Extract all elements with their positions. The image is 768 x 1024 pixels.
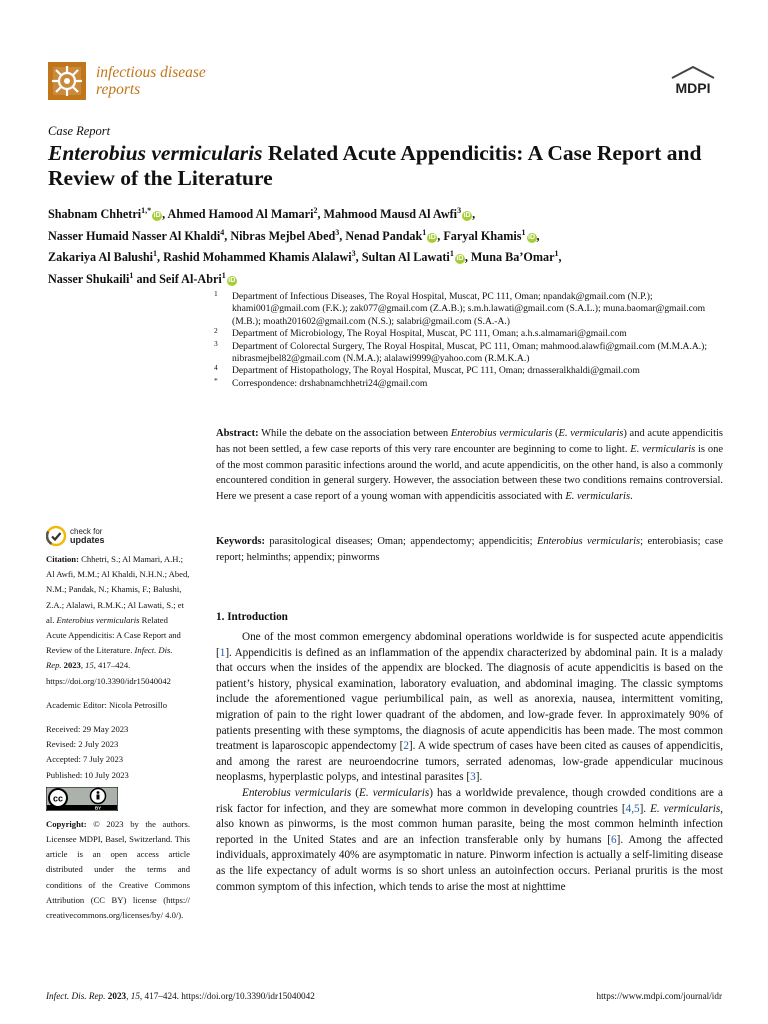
journal-name	[96, 64, 206, 98]
reference-link[interactable]: 2	[403, 740, 409, 753]
introduction-body	[216, 630, 723, 895]
affiliation-item	[214, 291, 730, 328]
author-name[interactable]: Mahmood Mausd Al Awfi	[323, 207, 458, 222]
species-name: E. vermicularis	[359, 786, 430, 799]
author-affiliation-marker: 2	[313, 206, 318, 215]
citation-journal: Infect. Dis. Rep.	[46, 645, 173, 671]
author-name[interactable]: Shabnam Chhetri	[48, 207, 142, 222]
reference-link[interactable]: 4,5	[625, 802, 640, 815]
author-name[interactable]: Zakariya Al Balushi	[48, 250, 153, 265]
author-separator: and	[133, 272, 160, 287]
footer-citation	[46, 991, 315, 1001]
footer-doi[interactable]: , 417–424. https://doi.org/10.3390/idr15040042	[139, 991, 315, 1001]
keywords-text: parasitological diseases; Oman; appendectomy; appendicitis;	[265, 536, 537, 547]
citation-text: Related Acute Appendicitis: A Case Report and Review of the Literature.	[46, 614, 181, 656]
date-published: Published: 10 July 2023	[46, 769, 129, 780]
body-text: ]. Appendicitis is defined as an inflammation of the appendix characterized by abdominal pain. It is a malady that occurs when the insides of the appendix are blocked. The diagnosis of acute appendicitis is based on the patient’s history, physical examination, laboratory evaluation, and abdominal imaging. The classic symptoms include the aforementioned vague periumbilical pain, as well as anorexia, nausea, intermittent vomiting, migration of pain to the right lower quadrant of the abdomen, and low-grade fever. In approximately 90% of patients presenting with these symptoms, the diagnosis of acute appendicitis has been made. The most common treatment is laparoscopic appendectomy [	[216, 646, 723, 753]
author-name[interactable]: Muna Ba’Omar	[470, 250, 555, 265]
affiliation-item	[214, 375, 730, 390]
section-heading: 1. Introduction	[216, 611, 288, 623]
keywords-species: Enterobius vermicularis	[536, 536, 641, 547]
keywords	[216, 534, 723, 566]
author-name[interactable]: Seif Al-Abri	[159, 272, 222, 287]
affiliation-text: Department of Histopathology, The Royal Hospital, Muscat, PC 111, Oman; drnasseralkhaldi@gmail.com	[232, 365, 640, 377]
author-name[interactable]: Nasser Shukaili	[48, 272, 130, 287]
author-affiliation-marker: 1	[221, 270, 226, 280]
author-affiliation-marker: 1	[152, 249, 157, 259]
body-text: ) has a worldwide prevalence, though crowded conditions are a risk factor for infection, and they are somewhat more common in developing countries [	[216, 786, 724, 815]
citation	[46, 552, 190, 689]
copyright	[46, 817, 190, 923]
journal-name-line1: infectious disease	[96, 64, 206, 81]
author-separator: ,	[472, 207, 476, 222]
author-separator: ,	[317, 207, 324, 222]
check-updates-icon	[46, 526, 66, 546]
check-updates-line1: check for	[70, 527, 103, 536]
affiliations	[214, 291, 730, 390]
author-affiliation-marker: 1	[554, 249, 559, 259]
author-affiliation-marker: 1	[422, 227, 427, 237]
reference-link[interactable]: 3	[470, 771, 476, 784]
abstract-label: Abstract:	[216, 428, 259, 439]
citation-text: Chhetri, S.; Al Mamari, A.H.; Al Awfi, M.M.; Al Khaldi, N.H.N.; Abed, N.M.; Pandak, N.; Khamis, F.; Balushi, Z.A.; Alalawi, R.M.K.; Al Lawati, S.; et al.	[46, 554, 190, 625]
footer-journal: Infect. Dis. Rep.	[46, 991, 106, 1001]
title-species: Enterobius vermicularis	[48, 141, 263, 165]
author-affiliation-marker: 3	[351, 249, 356, 259]
citation-species: Enterobius vermicularis	[56, 614, 140, 625]
abstract-species: E. vermicularis	[565, 491, 631, 503]
affiliation-text: Department of Microbiology, The Royal Hospital, Muscat, PC 111, Oman; a.h.s.almamari@gmail.com	[232, 328, 627, 340]
date-revised: Revised: 2 July 2023	[46, 739, 119, 750]
author-separator: ,	[162, 207, 168, 222]
author-affiliation-marker: 3	[457, 206, 462, 215]
affiliation-text: Department of Colorectal Surgery, The Royal Hospital, Muscat, PC 111, Oman; mahmood.alawfi@gmail.com (M.M.A.A.); nibrasmejbel82@gmail.com (N.M.A.); alalawi9999@yahoo.com (R.M.K.A.)	[232, 340, 708, 365]
affiliation-number: 1	[214, 289, 218, 298]
reference-link[interactable]: 1	[219, 646, 226, 659]
author-name[interactable]: Faryal Khamis	[443, 228, 522, 243]
author-separator: ,	[437, 228, 444, 243]
journal-logo-icon	[48, 62, 86, 100]
orcid-icon[interactable]: iD	[428, 233, 436, 241]
author-affiliation-marker: 1	[129, 270, 134, 280]
affiliation-item	[214, 328, 730, 340]
body-text: (	[351, 786, 360, 799]
orcid-icon[interactable]: iD	[456, 255, 464, 263]
orcid-icon[interactable]: iD	[228, 277, 236, 285]
date-accepted: Accepted: 7 July 2023	[46, 754, 124, 765]
author-name[interactable]: Nenad Pandak	[345, 228, 423, 243]
journal-name-line2: reports	[96, 81, 141, 98]
body-text: ].	[639, 802, 651, 815]
author-name[interactable]: Nasser Humaid Nasser Al Khaldi	[48, 228, 221, 243]
orcid-icon[interactable]: iD	[528, 233, 536, 241]
check-updates-line2: updates	[70, 535, 105, 545]
body-text: ].	[475, 771, 483, 784]
citation-label: Citation:	[46, 554, 79, 564]
body-text: ]. Among the affected individuals, approximately 40% are asymptomatic in nature. Pinworm infection is actually a self-limiting disease as the life expectancy of adult worms is so short unless an autoinfection occurs. Perianal pruritis is the most common symptom of this infection, which tends to arise the most at nighttime	[216, 833, 723, 893]
check-updates-label	[70, 527, 105, 545]
footer-volume: , 15	[126, 991, 140, 1001]
abstract-species: E. vermicularis	[630, 443, 696, 455]
author-name[interactable]: Ahmed Hamood Al Mamari	[167, 207, 314, 222]
author-separator: ,	[224, 228, 231, 243]
body-text: , also known as pinworms, is the most common human parasite, being the most common helminth infection reported in the United States and are an infection transferable only by humans [	[216, 802, 723, 846]
article-title	[48, 141, 728, 190]
author-affiliation-marker: 4	[220, 227, 225, 237]
author-affiliation-marker: 1	[521, 227, 526, 237]
body-text: ]. A wide spectrum of cases have been cited as causes of appendicitis, and among the rarest are neuroendocrine tumors, serrated adenomas, low-grade appendicular mucinous neoplasms, hyperplastic polyps, and intestinal parasites [	[216, 740, 723, 784]
cc-by-license-icon[interactable]	[46, 787, 118, 811]
author-name[interactable]: Sultan Al Lawati	[361, 250, 450, 265]
affiliation-number: 4	[214, 363, 218, 373]
keywords-text: ; enterobiasis; case report; helminths; appendix; pinworms	[216, 536, 723, 563]
copyright-text: © 2023 by the authors. Licensee MDPI, Basel, Switzerland. This article is an open access article distributed under the terms and conditions of the Creative Commons Attribution (CC BY) license (https:// creativecommons.org/licenses/by/ 4.0/).	[46, 818, 190, 921]
mdpi-logo-text: MDPI	[675, 80, 711, 96]
keywords-label: Keywords:	[216, 536, 265, 547]
affiliation-number: 2	[214, 326, 218, 336]
abstract	[216, 426, 723, 505]
cc-by-label: BY	[94, 805, 102, 811]
affiliation-text: Department of Infectious Diseases, The Royal Hospital, Muscat, PC 111, Oman; npandak@gmail.com (N.P.); khami001@gmail.com (F.K.); zak077@gmail.com (Z.A.B.); s.m.h.lawati@gmail.com (S.A.L.); muna.baomar@gmail.com (M.B.); moath201602@gmail.com (N.S.); salabri@gmail.com (S.A.-A.)	[232, 291, 706, 327]
date-received: Received: 29 May 2023	[46, 724, 129, 735]
author-affiliation-marker: 3	[335, 227, 340, 237]
abstract-text: .	[630, 491, 633, 503]
author-separator: ,	[536, 228, 540, 243]
citation-doi-link[interactable]: , 417–424. https://doi.org/10.3390/idr15040042	[46, 660, 171, 686]
affiliation-text: Correspondence: drshabnamchhetri24@gmail.com	[232, 377, 428, 389]
mdpi-logo-icon	[668, 66, 718, 98]
affiliation-number: *	[214, 375, 218, 385]
paragraph	[216, 786, 723, 895]
species-name: Enterobius vermicularis	[242, 786, 352, 799]
author-separator: ,	[339, 228, 346, 243]
author-separator: ,	[156, 250, 164, 265]
sidebar-info	[46, 552, 190, 923]
title-rest: Related Acute Appendicitis: A Case Report and Review of the Literature	[48, 141, 702, 190]
author-affiliation-marker: 1,*	[141, 206, 152, 215]
body-text: One of the most common emergency abdominal operations worldwide is for suspected acute appendicitis [	[216, 631, 723, 659]
abstract-species: Enterobius vermicularis	[450, 428, 553, 439]
species-name: E. vermicularis	[650, 802, 721, 815]
abstract-text: ) and acute appendicitis has not been settled, a few case reports of this very rare encounter are beginning to come to light.	[216, 428, 724, 455]
abstract-species: E. vermicularis	[558, 428, 624, 439]
affiliation-number: 3	[214, 338, 218, 348]
affiliation-item	[214, 338, 730, 366]
orcid-icon[interactable]: iD	[463, 212, 471, 220]
svg-text:cc: cc	[52, 793, 64, 804]
author-list	[48, 202, 728, 289]
article-type: Case Report	[48, 124, 111, 138]
paragraph	[216, 630, 723, 786]
footer-journal-url[interactable]: https://www.mdpi.com/journal/idr	[596, 991, 722, 1001]
reference-link[interactable]: 6	[611, 833, 617, 846]
affiliation-item	[214, 365, 730, 377]
author-affiliation-marker: 1	[449, 249, 454, 259]
author-name[interactable]: Nibras Mejbel Abed	[230, 228, 336, 243]
check-for-updates-button[interactable]	[46, 526, 146, 550]
abstract-text: is one of the most common parasitic infections around the world, and acute appendicitis, on the other hand, is also a commonly encountered condition in general surgery. However, the association between these two conditions remains controversial. Here we present a case report of a young woman with appendicitis associated with	[216, 443, 723, 503]
author-separator: ,	[558, 250, 562, 265]
footer-year: 2023	[105, 991, 127, 1001]
author-separator: ,	[355, 250, 362, 265]
author-separator: ,	[464, 250, 471, 265]
copyright-label: Copyright:	[46, 818, 87, 829]
author-name[interactable]: Rashid Mohammed Khamis Alalawi	[163, 250, 352, 265]
citation-year: 2023	[61, 660, 81, 671]
abstract-text: While the debate on the association between	[258, 428, 451, 439]
citation-volume: , 15	[80, 660, 94, 671]
abstract-text: (	[552, 428, 559, 439]
orcid-icon[interactable]: iD	[153, 212, 161, 220]
academic-editor: Academic Editor: Nicola Petrosillo	[46, 699, 167, 710]
